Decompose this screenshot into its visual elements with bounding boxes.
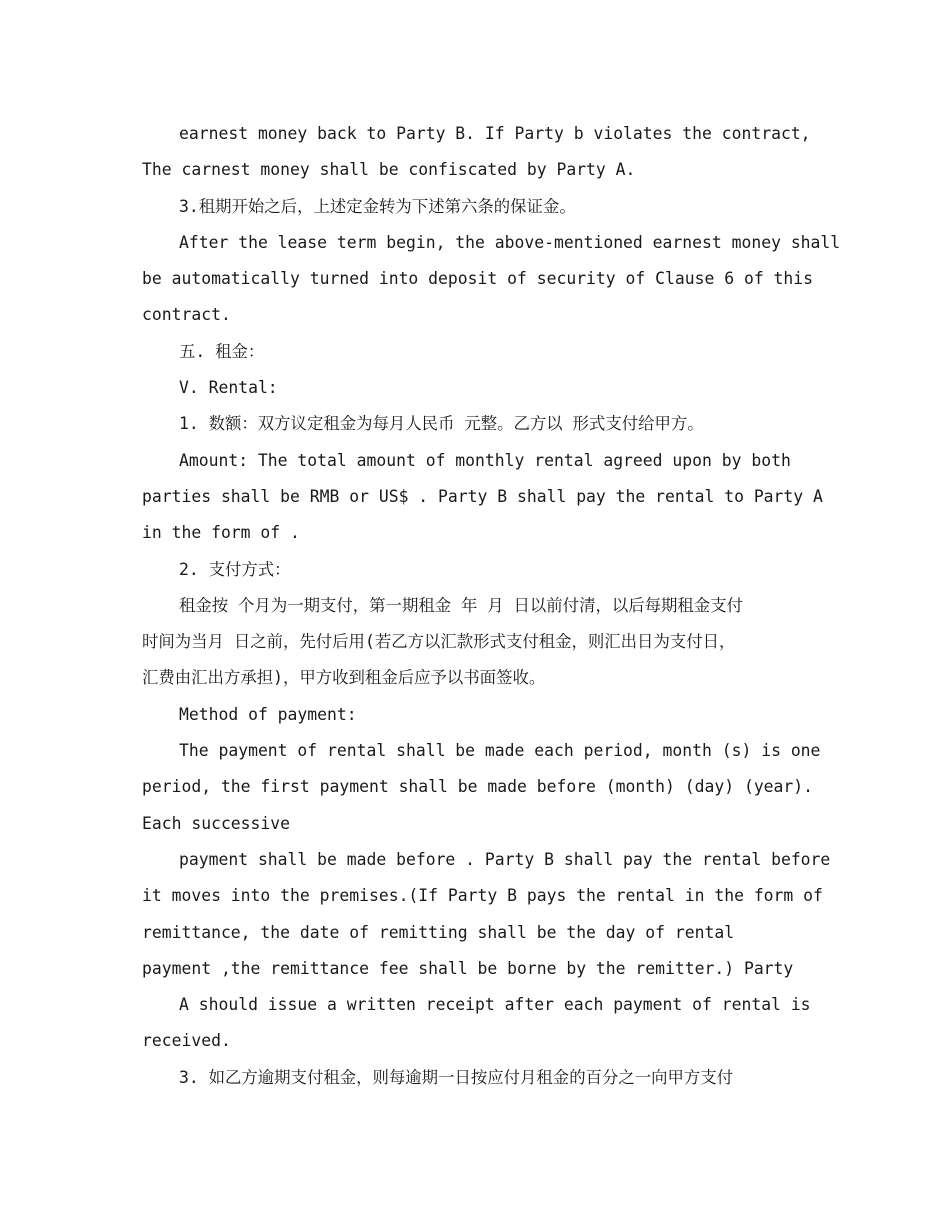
text-line: in the form of . [142,523,300,543]
text-line: After the lease term begin, the above-mentioned earnest money shall [179,232,841,252]
text-line: 1. 数额：双方议定租金为每月人民币 元整。乙方以 形式支付给甲方。 [179,414,704,434]
text-line: A should issue a written receipt after each payment of rental is [179,995,811,1015]
text-line: The carnest money shall be confiscated by Party A. [142,160,636,180]
text-line: 3.租期开始之后，上述定金转为下述第六条的保证金。 [179,196,576,216]
section-heading: 五. 租金： [179,341,265,361]
text-line: earnest money back to Party B. If Party b violates the contract, [179,124,811,143]
text-line: The payment of rental shall be made each period, month (s) is one [179,741,821,761]
section-heading: V. Rental: [179,378,278,398]
text-line: parties shall be RMB or US$ . Party B shall pay the rental to Party A [142,486,823,506]
text-line: period, the first payment shall be made before (month) (day) (year). [142,777,814,797]
text-line: 时间为当月 日之前，先付后用(若乙方以汇款形式支付租金，则汇出日为支付日， [142,632,736,652]
text-line: remittance, the date of remitting shall be the day of rental [142,922,735,942]
text-line: payment shall be made before . Party B shall pay the rental before [179,849,831,869]
text-line: 汇费由汇出方承担)，甲方收到租金后应予以书面签收。 [142,668,546,688]
text-line: contract. [142,305,231,325]
text-line: it moves into the premises.(If Party B pays the rental in the form of [142,886,823,906]
text-line: received. [142,1031,231,1051]
text-line: 租金按 个月为一期支付，第一期租金 年 月 日以前付清，以后每期租金支付 [179,595,743,615]
text-line: 3. 如乙方逾期支付租金，则每逾期一日按应付月租金的百分之一向甲方支付 [179,1067,734,1087]
text-line: payment ,the remittance fee shall be borne by the remitter.) Party [142,958,794,978]
text-line: Method of payment: [179,704,357,724]
text-line: Each successive [142,813,291,833]
text-line: 2. 支付方式： [179,559,291,579]
text-line: be automatically turned into deposit of security of Clause 6 of this [142,269,814,289]
contract-text [142,116,841,1096]
text-line: Amount: The total amount of monthly rental agreed upon by both [179,450,791,470]
